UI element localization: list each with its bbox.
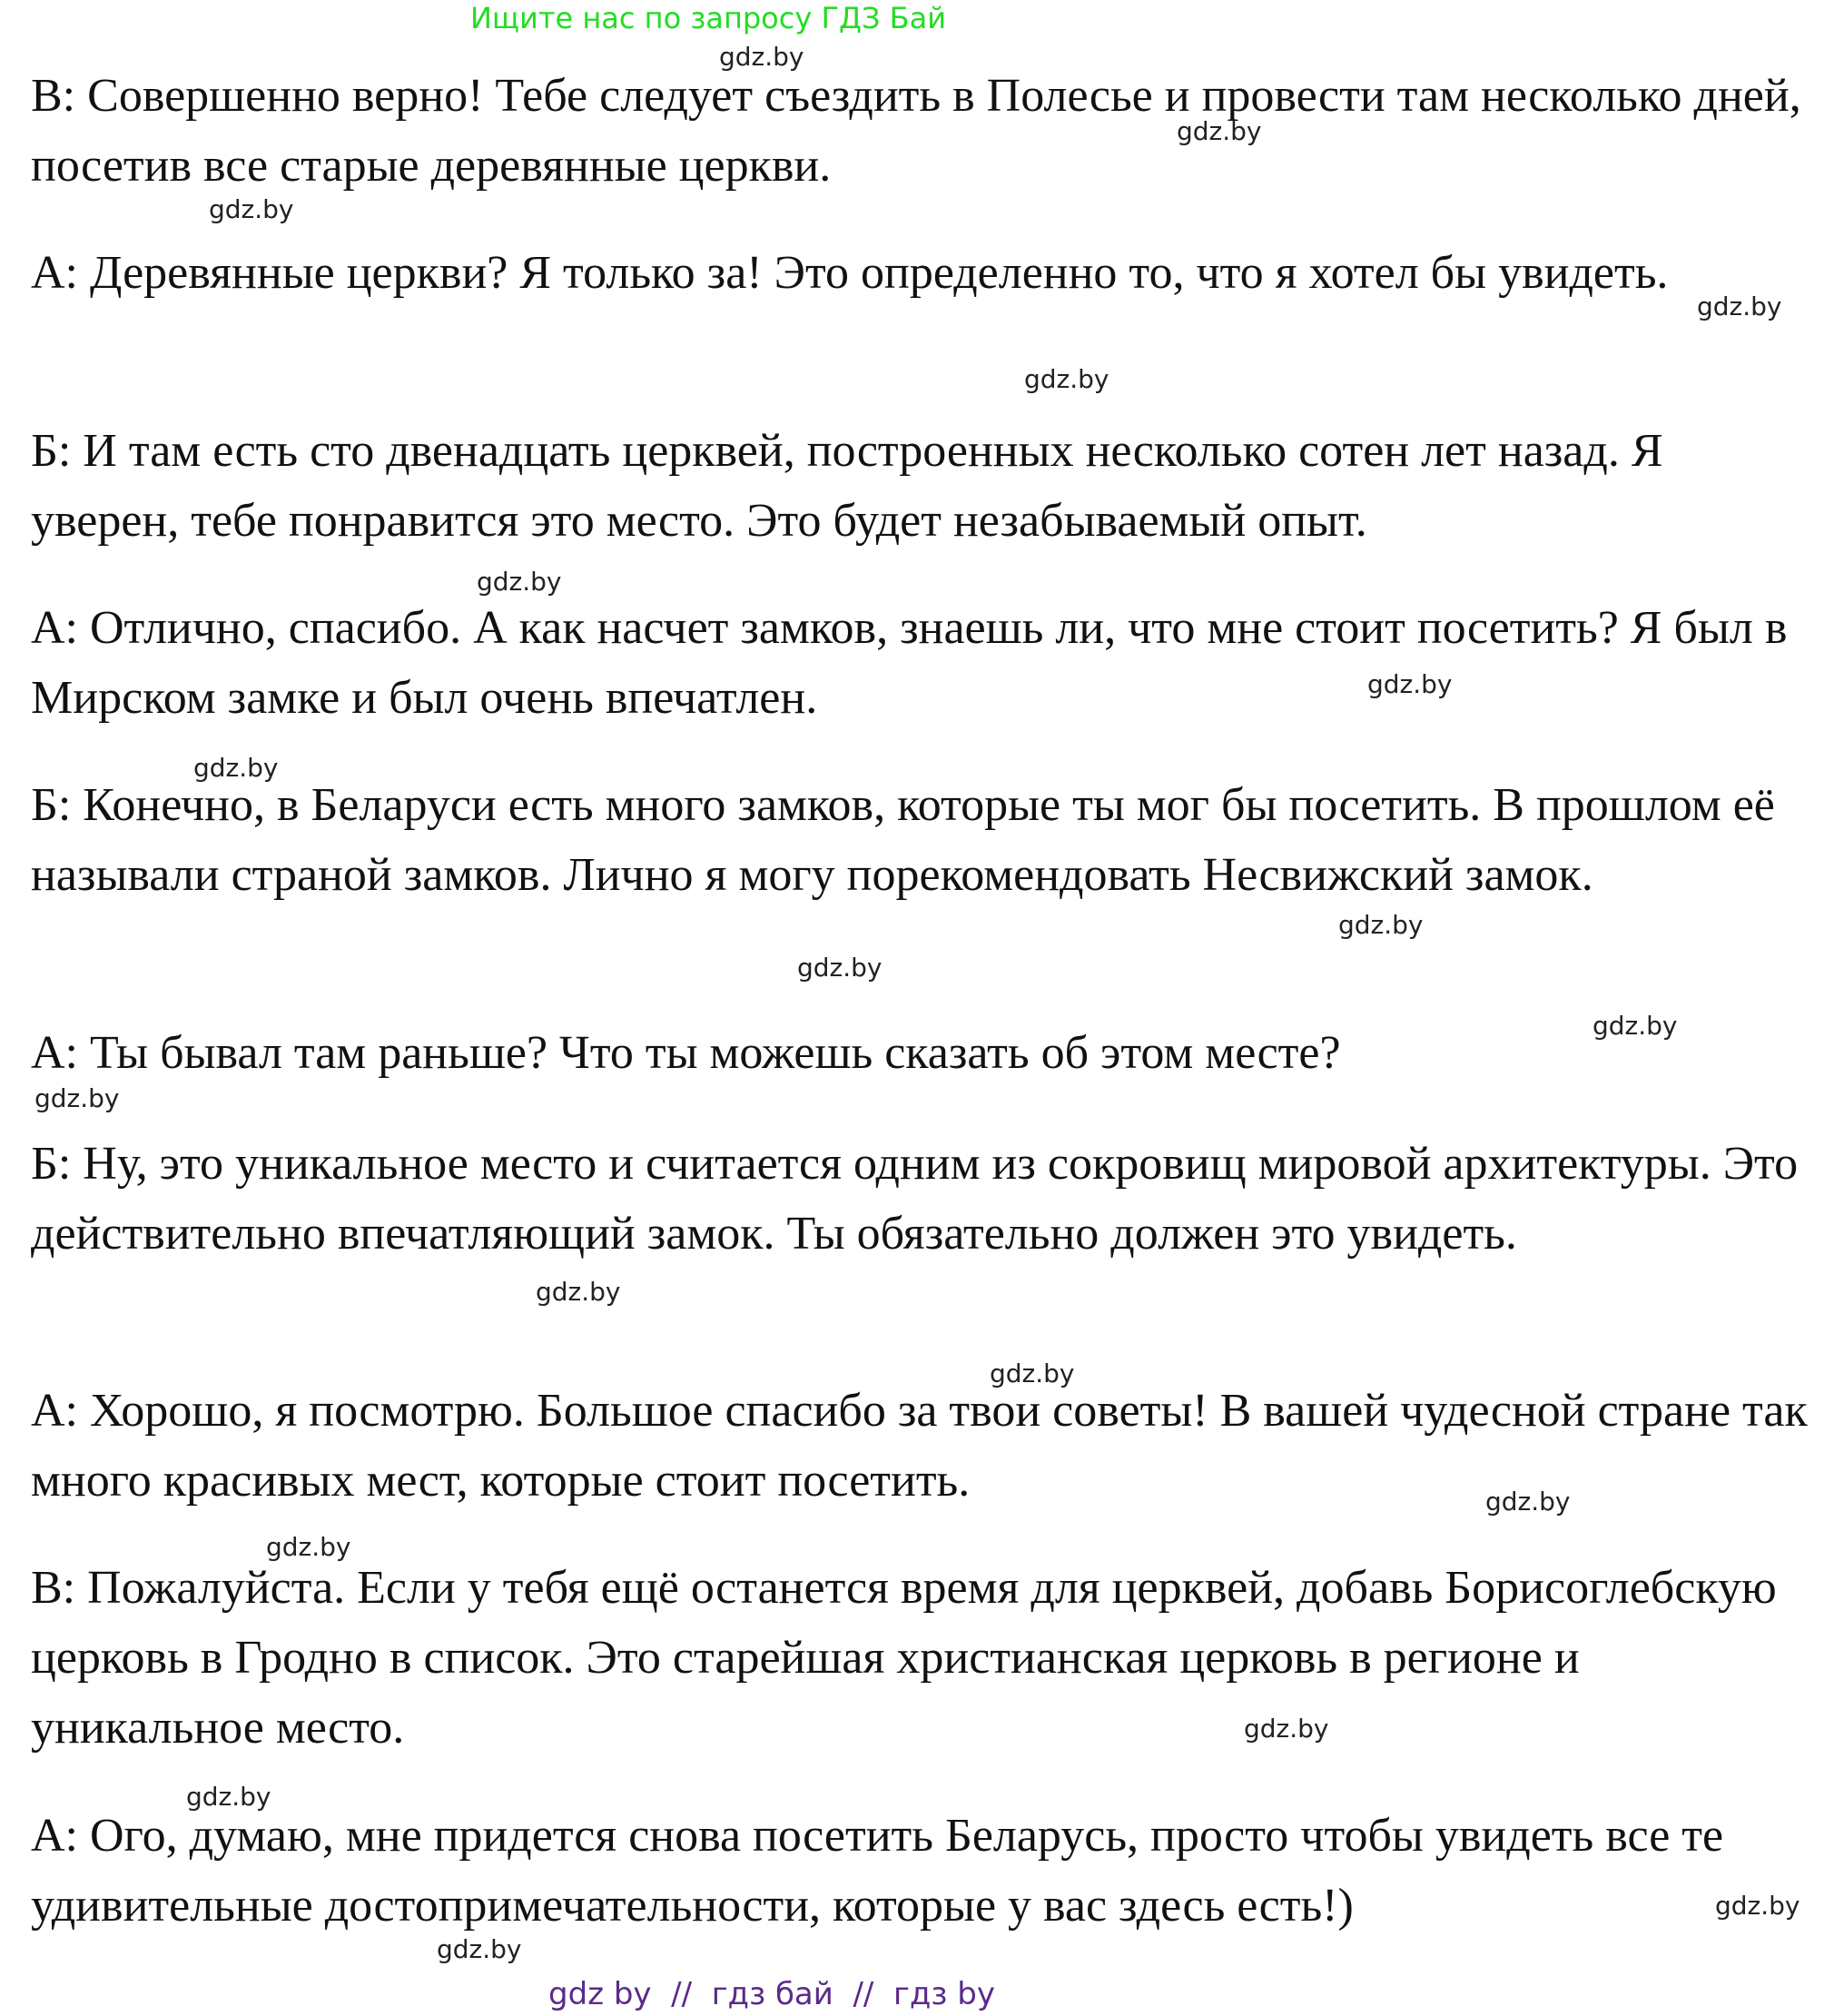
dialogue-line-6: А: Ты бывал там раньше? Что ты можешь сказать об этом месте? xyxy=(31,1027,1341,1079)
watermark: gdz.by xyxy=(990,1359,1075,1388)
site-footer-links[interactable]: gdz by // гдз бай // гдз by xyxy=(548,1976,995,2012)
dialogue-line-10: А: Ого, думаю, мне придется снова посетить Беларусь, просто чтобы увидеть все те удивительные достопримечательности, которые у вас здесь есть!) xyxy=(31,1810,1724,1932)
watermark: gdz.by xyxy=(1715,1891,1800,1921)
watermark: gdz.by xyxy=(1024,364,1109,394)
watermark: gdz.by xyxy=(186,1782,271,1812)
dialogue-line-8: А: Хорошо, я посмотрю. Большое спасибо за твои советы! В вашей чудесной стране так много красивых мест, которые стоит посетить. xyxy=(31,1385,1808,1507)
dialogue-line-2: А: Деревянные церкви? Я только за! Это определенно то, что я хотел бы увидеть. xyxy=(31,247,1669,299)
watermark: gdz.by xyxy=(1697,292,1782,321)
watermark: gdz.by xyxy=(719,42,804,72)
dialogue-line-4: А: Отлично, спасибо. А как насчет замков, знаешь ли, что мне стоит посетить? Я был в Мирском замке и был очень впечатлен. xyxy=(31,602,1788,724)
dialogue-line-5: Б: Конечно, в Беларуси есть много замков, которые ты мог бы посетить. В прошлом её называли страной замков. Лично я могу порекомендовать Несвижский замок. xyxy=(31,779,1775,901)
watermark: gdz.by xyxy=(1177,116,1262,146)
watermark: gdz.by xyxy=(266,1532,351,1562)
dialogue-line-3: Б: И там есть сто двенадцать церквей, построенных несколько сотен лет назад. Я уверен, тебе понравится это место. Это будет незабываемый опыт. xyxy=(31,425,1663,547)
watermark: gdz.by xyxy=(209,194,294,224)
watermark: gdz.by xyxy=(797,953,883,983)
watermark: gdz.by xyxy=(536,1277,621,1307)
site-header-banner: Ищите нас по запросу ГДЗ Бай xyxy=(469,1,947,35)
watermark: gdz.by xyxy=(437,1934,522,1964)
watermark: gdz.by xyxy=(1485,1487,1571,1517)
dialogue-line-9: В: Пожалуйста. Если у тебя ещё останется время для церквей, добавь Борисоглебскую церковь в Гродно в список. Это старейшая христианская церковь в регионе и уникальное место. xyxy=(31,1562,1777,1754)
watermark: gdz.by xyxy=(1593,1011,1678,1041)
watermark: gdz.by xyxy=(35,1083,120,1113)
watermark: gdz.by xyxy=(1244,1714,1329,1744)
dialogue-line-1: В: Совершенно верно! Тебе следует съездить в Полесье и провести там несколько дней, посетив все старые деревянные церкви. xyxy=(31,70,1801,192)
watermark: gdz.by xyxy=(477,567,562,597)
watermark: gdz.by xyxy=(1338,910,1424,940)
watermark: gdz.by xyxy=(193,753,279,783)
dialogue-line-7: Б: Ну, это уникальное место и считается одним из сокровищ мировой архитектуры. Это действительно впечатляющий замок. Ты обязательно должен это увидеть. xyxy=(31,1138,1799,1260)
watermark: gdz.by xyxy=(1367,669,1453,699)
